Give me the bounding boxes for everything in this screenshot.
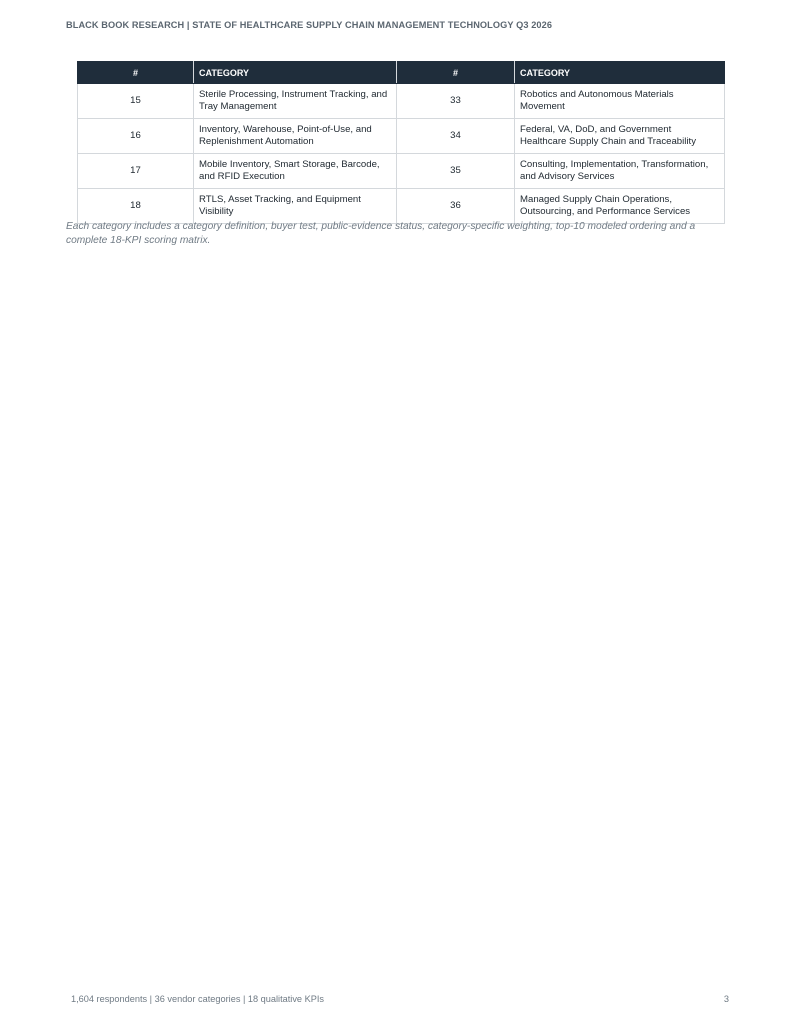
category-name: Federal, VA, DoD, and Government Healthcare Supply Chain and Traceability (515, 119, 725, 154)
column-header-number: # (78, 62, 194, 84)
category-number: 17 (78, 154, 194, 189)
table-header-row (78, 62, 725, 84)
footer-stats: 1,604 respondents | 36 vendor categories | 18 qualitative KPIs (71, 994, 324, 1004)
table-row (78, 119, 725, 154)
category-name: Managed Supply Chain Operations, Outsourcing, and Performance Services (515, 189, 725, 224)
category-name: Mobile Inventory, Smart Storage, Barcode, and RFID Execution (194, 154, 397, 189)
category-name: Inventory, Warehouse, Point-of-Use, and Replenishment Automation (194, 119, 397, 154)
category-name: Sterile Processing, Instrument Tracking, and Tray Management (194, 84, 397, 119)
category-number: 36 (397, 189, 515, 224)
category-number: 34 (397, 119, 515, 154)
table-row (78, 154, 725, 189)
category-number: 33 (397, 84, 515, 119)
category-number: 15 (78, 84, 194, 119)
category-table (77, 61, 725, 224)
table-footnote: Each category includes a category definition, buyer test, public-evidence status, category-specific weighting, top-10 modeled ordering and a complete 18-KPI scoring matrix. (66, 221, 696, 246)
table-row (78, 189, 725, 224)
category-number: 16 (78, 119, 194, 154)
page-number: 3 (723, 994, 729, 1004)
category-name: RTLS, Asset Tracking, and Equipment Visibility (194, 189, 397, 224)
running-header: BLACK BOOK RESEARCH | STATE OF HEALTHCARE SUPPLY CHAIN MANAGEMENT TECHNOLOGY Q3 2026 (66, 20, 553, 30)
category-name: Consulting, Implementation, Transformation, and Advisory Services (515, 154, 725, 189)
category-number: 35 (397, 154, 515, 189)
column-header-number: # (397, 62, 515, 84)
column-header-category: CATEGORY (515, 62, 725, 84)
column-header-category: CATEGORY (194, 62, 397, 84)
category-number: 18 (78, 189, 194, 224)
category-name: Robotics and Autonomous Materials Movement (515, 84, 725, 119)
table-row (78, 84, 725, 119)
